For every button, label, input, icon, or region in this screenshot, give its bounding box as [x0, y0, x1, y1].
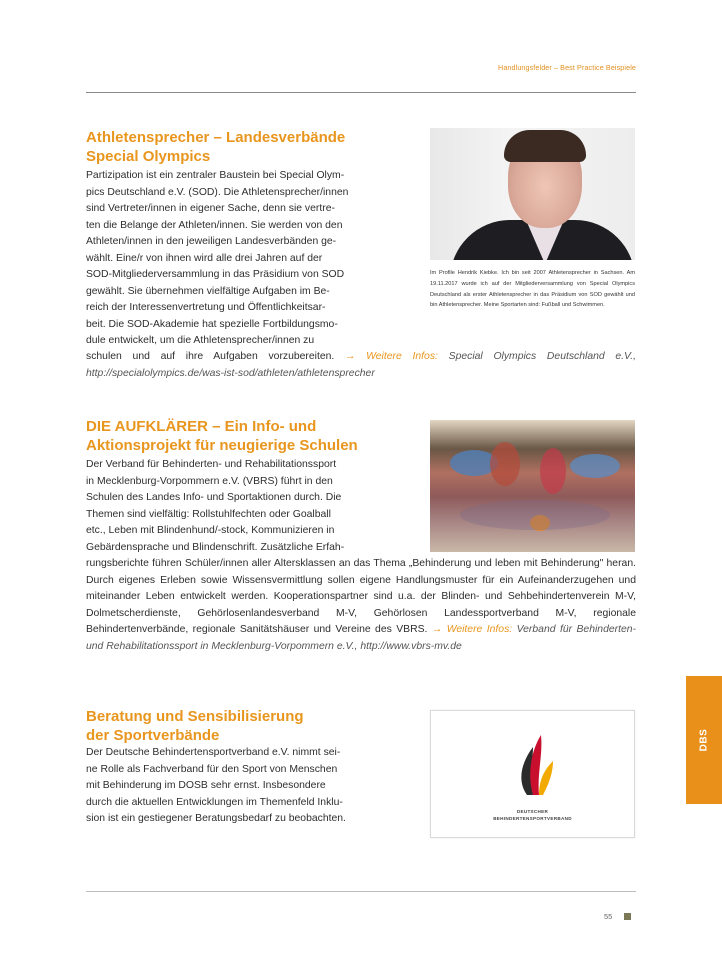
heading-line: Beratung und Sensibilisierung — [86, 708, 304, 725]
athlete-portrait-photo — [430, 128, 635, 260]
body-line: etc., Leben mit Blindenhund/-stock, Kommunizieren in — [86, 525, 335, 536]
heading-line: DIE AUFKLÄRER – Ein Info- und — [86, 418, 317, 435]
body-line: mit Behinderung im DOSB sehr ernst. Insbesondere — [86, 780, 326, 791]
body-line: sind Vertreter/innen in eigener Sache, denn sie vertre- — [86, 203, 335, 214]
body-line: Themen sind vielfältig: Rollstuhlfechten oder Goalball — [86, 508, 331, 520]
section-body-aufklaerer — [86, 457, 412, 556]
footer-divider — [86, 891, 636, 892]
body-text: rungsberichte führen Schüler/innen aller Altersklassen an das Thema „Behinderung und leben mit Behinderung" heran. Durch eigenes Erleben sowie Wissensvermittlung sollen eigene Handlungsmuster für ein Aufeinanderzugehen und miteinander Leben entwickelt werden. Kooperationspartner sind u.a. der Blinden- und Sehbehindertenverein M-V, Dolmetscherdienste, Gehörlosenlandesverband M-V, Gehörlosen Landessportverband M-V, regionale Behindertenverbände, regionale Sanitätshäuser und Vereine des VBRS. — [86, 558, 636, 635]
side-tab-label: DBS — [698, 728, 710, 752]
body-line: reich der Interessenvertretung und Öffentlichkeitsar- — [86, 302, 326, 313]
photo-caption: Im Profile Hendrik Kiebke. Ich bin seit 2007 Athletensprecher in Sachsen. Am 19.11.2017 wurde ich auf der Mitgliederversammlung von Special Olympics Deutschland als erster Athletensprecher in das Präsidium von SOD gewählt und bin Athletensprecher. Meine Sportarten sind: Fußball und Schwimmen. — [430, 270, 635, 309]
photo-detail — [540, 448, 566, 494]
photo-detail — [460, 500, 610, 530]
section-body-athletensprecher — [86, 168, 412, 350]
heading-line: Special Olympics — [86, 148, 211, 165]
body-line: SOD-Mitgliederversammlung in das Präsidium von SOD — [86, 269, 345, 280]
body-line: in Mecklenburg-Vorpommern e.V. (VBRS) führt in den — [86, 475, 333, 487]
body-text: schulen und auf ihre Aufgaben vorzubereiten. — [86, 351, 335, 362]
body-line: dule entwickelt, um die Athletensprecher/innen zu — [86, 335, 315, 346]
page-number: 55 — [604, 912, 613, 921]
heading-line: Athletensprecher – Landesverbände — [86, 129, 346, 146]
body-line: Gebärdensprache und Blindenschrift. Zusätzliche Erfah- — [86, 541, 345, 553]
dbs-flame-logo-icon — [513, 733, 555, 797]
school-group-photo — [430, 420, 635, 552]
photo-detail — [570, 454, 620, 478]
body-line: pics Deutschland e.V. (SOD). Die Athletensprecher/innen — [86, 186, 349, 198]
body-line: durch die aktuellen Entwicklungen im Themenfeld Inklu- — [86, 796, 343, 808]
chapter-side-tab — [686, 676, 722, 804]
logo-text: BEHINDERTENSPORTVERBAND — [493, 816, 572, 821]
section-tail-athletensprecher — [86, 349, 636, 382]
page-marker-square — [624, 913, 631, 920]
section-heading-beratung — [86, 707, 304, 745]
heading-line: der Sportverbände — [86, 727, 220, 744]
section-tail-aufklaerer — [86, 556, 636, 655]
body-line: beit. Die SOD-Akademie hat spezielle Fortbildungsmo- — [86, 318, 338, 330]
body-line: Der Verband für Behinderten- und Rehabilitationssport — [86, 459, 337, 470]
photo-detail — [490, 442, 520, 486]
section-body-beratung — [86, 745, 412, 828]
heading-line: Aktionsprojekt für neugierige Schulen — [86, 437, 358, 454]
source-link[interactable]: Special Olympics Deutschland e.V., http://specialolympics.de/was-ist-sod/athleten/athletensprecher — [86, 351, 636, 379]
photo-hair — [504, 130, 586, 162]
section-heading-aufklaerer — [86, 417, 358, 455]
body-line: ne Rolle als Fachverband für den Sport von Menschen — [86, 763, 338, 775]
body-line: Partizipation ist ein zentraler Baustein bei Special Olym- — [86, 170, 345, 181]
source-link[interactable]: Verband für Behinderten- und Rehabilitationssport in Mecklenburg-Vorpommern e.V., http://www.vbrs-mv.de — [86, 624, 636, 652]
running-header: Handlungsfelder – Best Practice Beispiele — [498, 63, 636, 72]
body-line: Schulen des Landes Info- und Sportaktionen durch. Die — [86, 492, 342, 503]
dbs-logo-box — [430, 710, 635, 838]
source-label: → Weitere Infos: — [345, 351, 438, 362]
logo-text: DEUTSCHER — [516, 809, 549, 814]
body-line: sion ist ein gestiegener Beratungsbedarf zu beobachten. — [86, 813, 346, 824]
source-label: → Weitere Infos: — [431, 624, 513, 635]
body-line: wählt. Eine/r von ihnen wird alle drei Jahren auf der — [86, 252, 323, 264]
body-line: Der Deutsche Behindertensportverband e.V. nimmt sei- — [86, 747, 341, 758]
header-divider — [86, 92, 636, 93]
body-line: Athleten/innen in den jeweiligen Landesverbänden ge- — [86, 236, 337, 247]
body-line: ten die Belange der Athleten/innen. Sie werden von den — [86, 219, 343, 231]
section-heading-athletensprecher — [86, 128, 345, 166]
body-line: gewählt. Sie übernehmen vielfältige Aufgaben im Be- — [86, 285, 330, 297]
